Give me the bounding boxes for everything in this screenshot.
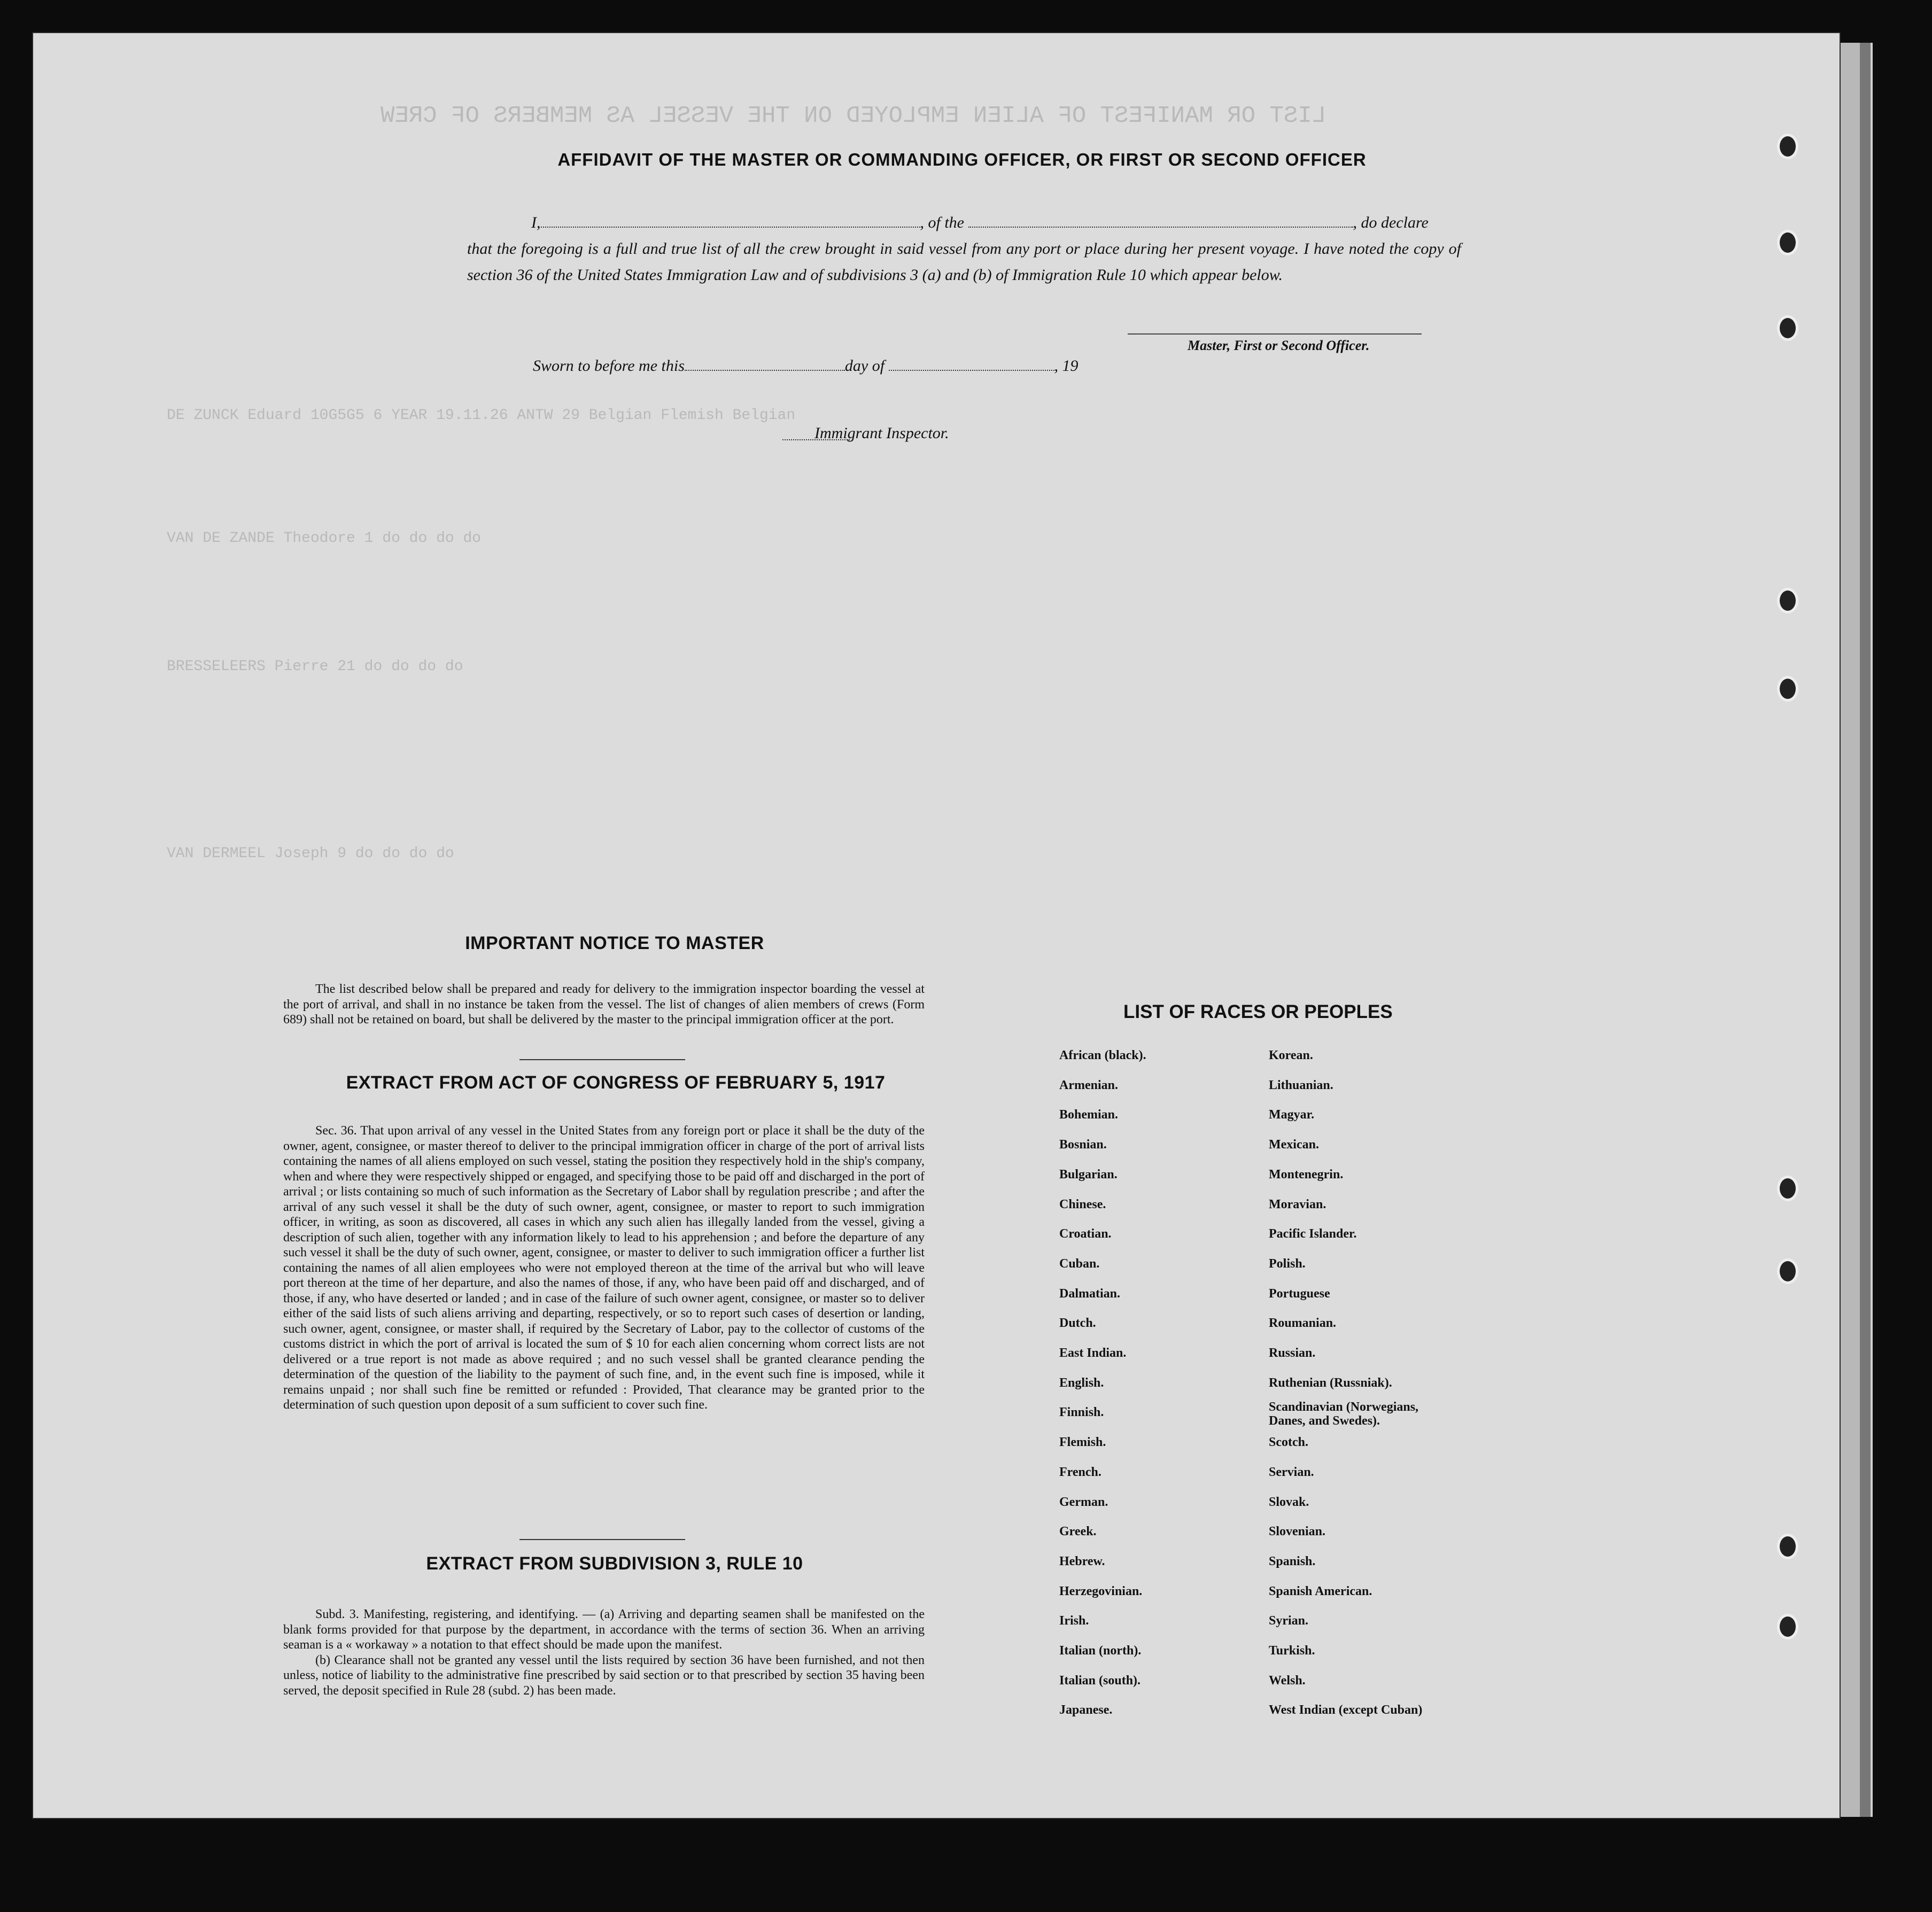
document-page: [32, 32, 1841, 1819]
race-item: Irish.: [1059, 1614, 1089, 1628]
race-item: Mexican.: [1269, 1138, 1319, 1152]
race-item: Cuban.: [1059, 1256, 1100, 1271]
race-item: Scandinavian (Norwegians, Danes, and Swedes).: [1269, 1400, 1419, 1428]
binder-hole: [1777, 315, 1798, 341]
race-item: African (black).: [1059, 1048, 1146, 1062]
bleed-through: VAN DERMEEL Joseph 9 do do do do: [167, 845, 454, 862]
year-label: , 19: [1054, 357, 1078, 375]
master-name-field[interactable]: [541, 227, 920, 228]
affidavit-title: AFFIDAVIT OF THE MASTER OR COMMANDING OFFICER, OR FIRST OR SECOND OFFICER: [557, 150, 1367, 169]
race-item: Servian.: [1269, 1465, 1314, 1479]
race-item: Montenegrin.: [1269, 1167, 1344, 1182]
notice-body: The list described below shall be prepared and ready for delivery to the immigration inspector boarding the vessel at the port of arrival, and shall in no instance be taken from the vessel. The list of changes of alien members of crews (Form 689) shall not be retained on board, but shall be delivered by the master to the principal immigration officer at the port.: [283, 982, 925, 1027]
act-title: EXTRACT FROM ACT OF CONGRESS OF FEBRUARY 5, 1917: [346, 1072, 886, 1093]
signature-label: Master, First or Second Officer.: [1188, 338, 1370, 353]
race-item: Dutch.: [1059, 1316, 1096, 1331]
race-item: Ruthenian (Russniak).: [1269, 1375, 1392, 1390]
race-item: Herzegovinian.: [1059, 1584, 1143, 1598]
race-item: Turkish.: [1269, 1644, 1315, 1658]
race-item: Hebrew.: [1059, 1554, 1105, 1568]
rule-paragraph-a: Subd. 3. Manifesting, registering, and identifying. — (a) Arriving and departing seamen shall be manifested on the blank forms provided for that purpose by the department, in accordance with the terms of section 36. When an arriving seaman is a « workaway » a notation to that effect should be made upon the manifest.: [283, 1607, 925, 1652]
vessel-name-field[interactable]: [968, 227, 1353, 228]
binder-hole: [1777, 134, 1798, 159]
bleed-through: VAN DE ZANDE Theodore 1 do do do do: [167, 530, 482, 547]
race-item: Welsh.: [1269, 1673, 1306, 1688]
race-item: Roumanian.: [1269, 1316, 1337, 1331]
race-item: French.: [1059, 1465, 1101, 1479]
binder-hole: [1777, 230, 1798, 255]
binder-hole: [1777, 1534, 1798, 1559]
signature-line[interactable]: [1128, 333, 1422, 335]
rule-title: EXTRACT FROM SUBDIVISION 3, RULE 10: [426, 1553, 803, 1574]
race-item: Portuguese: [1269, 1286, 1330, 1301]
race-item: Finnish.: [1059, 1405, 1104, 1420]
race-item: Syrian.: [1269, 1614, 1309, 1628]
divider: [519, 1539, 685, 1540]
sworn-line: [533, 357, 1078, 375]
race-item: Armenian.: [1059, 1078, 1118, 1092]
race-item: Dalmatian.: [1059, 1286, 1120, 1301]
inspector-label: Immigrant Inspector.: [814, 424, 949, 442]
race-item: Slovak.: [1269, 1495, 1309, 1509]
race-item: Spanish.: [1269, 1554, 1316, 1568]
race-item: Moravian.: [1269, 1197, 1326, 1211]
race-item: Polish.: [1269, 1256, 1306, 1271]
affidavit-of-the: , of the: [920, 214, 964, 231]
rule-paragraph-b: (b) Clearance shall not be granted any vessel until the lists required by section 36 have been furnished, and not then unless, notice of liability to the administrative fine prescribed by said section or to that prescribed by section 35 having been served, the deposit specified in Rule 28 (subd. 2) has been made.: [283, 1653, 925, 1698]
race-item: Magyar.: [1269, 1108, 1315, 1122]
affidavit-do-declare: , do declare: [1353, 214, 1429, 231]
race-item: Scotch.: [1269, 1435, 1308, 1450]
bleed-through: LIST OR MANIFEST OF ALIEN EMPLOYED ON THE VESSEL AS MEMBERS OF CREW: [381, 103, 1326, 129]
binder-hole: [1777, 588, 1798, 613]
race-item: East Indian.: [1059, 1346, 1127, 1360]
notice-title: IMPORTANT NOTICE TO MASTER: [465, 933, 764, 953]
race-item: West Indian (except Cuban): [1269, 1703, 1423, 1717]
race-item: Flemish.: [1059, 1435, 1106, 1450]
race-item: Italian (north).: [1059, 1644, 1142, 1658]
sworn-label: Sworn to before me this: [533, 357, 685, 375]
race-item: Bohemian.: [1059, 1108, 1119, 1122]
sworn-month-field[interactable]: [889, 370, 1054, 371]
day-of-label: day of: [844, 357, 885, 375]
race-item: Spanish American.: [1269, 1584, 1372, 1598]
race-item: Russian.: [1269, 1346, 1316, 1360]
binder-hole: [1777, 1614, 1798, 1639]
race-item: Bosnian.: [1059, 1138, 1107, 1152]
race-item: Bulgarian.: [1059, 1167, 1118, 1182]
divider: [519, 1059, 685, 1060]
race-item: Korean.: [1269, 1048, 1313, 1062]
race-item: Italian (south).: [1059, 1673, 1141, 1688]
race-item: English.: [1059, 1375, 1104, 1390]
race-item: Slovenian.: [1269, 1525, 1326, 1539]
race-item: Chinese.: [1059, 1197, 1106, 1211]
affidavit-text: that the foregoing is a full and true list of all the crew brought in said vessel from any port or place during her present voyage. I have noted the copy of section 36 of the United States Immigration Law and of subdivisions 3 (a) and (b) of Immigration Rule 10 which appear below.: [467, 240, 1461, 284]
race-item: Japanese.: [1059, 1703, 1113, 1717]
binder-hole: [1777, 1176, 1798, 1201]
act-body: Sec. 36. That upon arrival of any vessel in the United States from any foreign port or place it shall be the duty of the owner, agent, consignee, or master thereof to deliver to the principal immigration officer in charge of the port of arrival lists containing the names of all aliens employed on such vessel, stating the position they respectively hold in the ship's company, when and where they were respectively shipped or engaged, and specifying those to be paid off and discharged in the port of arrival ; or lists containing so much of such information as the Secretary of Labor shall by regulation prescribe ; and after the arrival of any such vessel it shall be the duty of such owner, agent, consignee, or master to report to such immigration officer, in writing, as soon as discovered, all cases in which any such alien has illegally landed from the vessel, giving a description of such alien, together with any information likely to lead to his apprehension ; and before the departure of any such vessel it shall be the duty of such owner, agent, consignee, or master to deliver to such immigration officer a further list containing the names of all alien employees who were not employed thereon at the time of the arrival but who will leave port thereon at the time of her departure, and also the names of those, if any, who have been paid off and discharged, and of those, if any, who have deserted or landed ; and in case of the failure of such owner agent, consignee, or master so to deliver either of the said lists of such aliens arriving and departing, respectively, or so to report such cases of desertion or landing, such owner, agent, consignee, or master shall, if required by the Secretary of Labor, pay to the collector of customs of the customs district in which the port of arrival is located the sum of $ 10 for each alien concerning whom correct lists are not delivered or a true report is not made as above required ; and no such vessel shall be granted clearance pending the determination of the question of the liability to the payment of such fine, and, in the event such fine is imposed, while it remains unpaid ; nor shall such fine be remitted or refunded : Provided, That clearance may be granted prior to the determination of such question upon deposit of a sum sufficient to cover such fine.: [283, 1124, 925, 1412]
page-edge: [1860, 43, 1873, 1817]
race-item: Lithuanian.: [1269, 1078, 1333, 1092]
bleed-through: DE ZUNCK Eduard 10G5G5 6 YEAR 19.11.26 ANTW 29 Belgian Flemish Belgian: [167, 407, 796, 424]
race-item: German.: [1059, 1495, 1108, 1509]
affidavit-body: [467, 209, 1461, 288]
race-item: Greek.: [1059, 1525, 1097, 1539]
races-title: LIST OF RACES OR PEOPLES: [1123, 1001, 1393, 1022]
race-item: Pacific Islander.: [1269, 1227, 1357, 1241]
bleed-through: BRESSELEERS Pierre 21 do do do do: [167, 658, 463, 675]
sworn-day-field[interactable]: [685, 370, 845, 371]
binder-hole: [1777, 1258, 1798, 1284]
race-item: Croatian.: [1059, 1227, 1112, 1241]
page-edge: [1838, 43, 1862, 1817]
binder-hole: [1777, 676, 1798, 702]
affidavit-i: I,: [531, 214, 541, 231]
rule-body: [283, 1607, 925, 1698]
